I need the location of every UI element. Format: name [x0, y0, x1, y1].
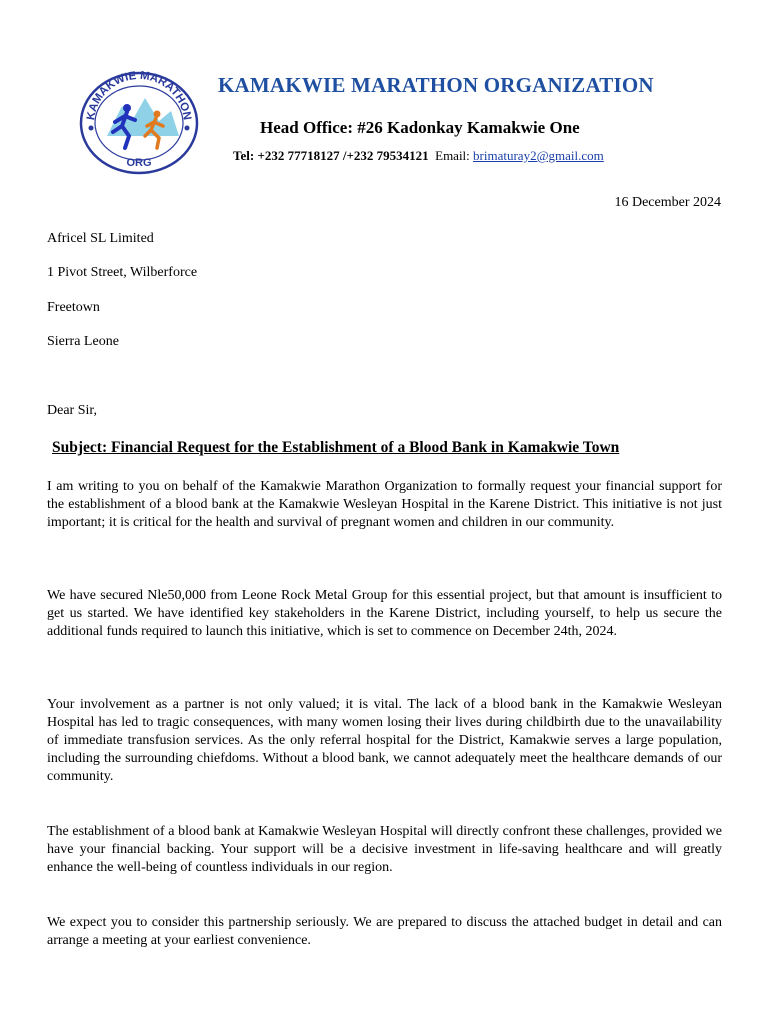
subject-line: Subject: Financial Request for the Establishment of a Blood Bank in Kamakwie Town — [52, 439, 620, 456]
salutation: Dear Sir, — [47, 403, 97, 418]
body-paragraph: I am writing to you on behalf of the Kamakwie Marathon Organization to formally request your financial support for the establishment of a blood bank at the Kamakwie Wesleyan Hospital in the Karene District. This initiative is not just important; it is critical for the health and survival of pregnant women and children in our community. — [47, 479, 722, 530]
letter-date: 16 December 2024 — [614, 195, 721, 210]
logo-text-bottom: ORG — [126, 157, 152, 169]
email-label: Email: — [435, 148, 470, 163]
recipient-city: Freetown — [47, 300, 100, 315]
telephone-numbers: Tel: +232 77718127 /+232 79534121 — [233, 148, 429, 163]
recipient-country: Sierra Leone — [47, 334, 119, 349]
body-paragraph: Your involvement as a partner is not only valued; it is vital. The lack of a blood bank in the Kamakwie Wesleyan Hospital has led to tragic consequences, with many women losing their lives during childbirth due to the unavailability of immediate transfusion services. As the only referral hospital for the District, Kamakwie serves a large population, including the surrounding chiefdoms. Without a blood bank, we cannot adequately meet the healthcare demands of our community. — [47, 697, 722, 784]
body-paragraph: We have secured Nle50,000 from Leone Rock Metal Group for this essential project, but that amount is insufficient to get us started. We have identified key stakeholders in the Karene District, including yourself, to help us secure the additional funds required to launch this initiative, which is set to commence on December 24th, 2024. — [47, 588, 722, 639]
recipient-street: 1 Pivot Street, Wilberforce — [47, 265, 198, 280]
body-paragraph: The establishment of a blood bank at Kamakwie Wesleyan Hospital will directly confront these challenges, provided we have your financial backing. Your support will be a decisive investment in life-saving healthcare and will greatly enhance the well-being of countless individuals in our region. — [47, 824, 722, 875]
logo-text-top: KAMAKWIE MARATHON — [85, 69, 193, 121]
email-link[interactable]: brimaturay2@gmail.com — [473, 148, 604, 163]
head-office-address: Head Office: #26 Kadonkay Kamakwie One — [260, 118, 580, 137]
body-paragraph: We expect you to consider this partnership seriously. We are prepared to discuss the attached budget in detail and can arrange a meeting at your earliest convenience. — [47, 915, 722, 948]
organization-logo — [77, 66, 201, 176]
contact-line — [233, 148, 604, 164]
recipient-name: Africel SL Limited — [47, 231, 154, 246]
organization-name: KAMAKWIE MARATHON ORGANIZATION — [218, 73, 654, 97]
